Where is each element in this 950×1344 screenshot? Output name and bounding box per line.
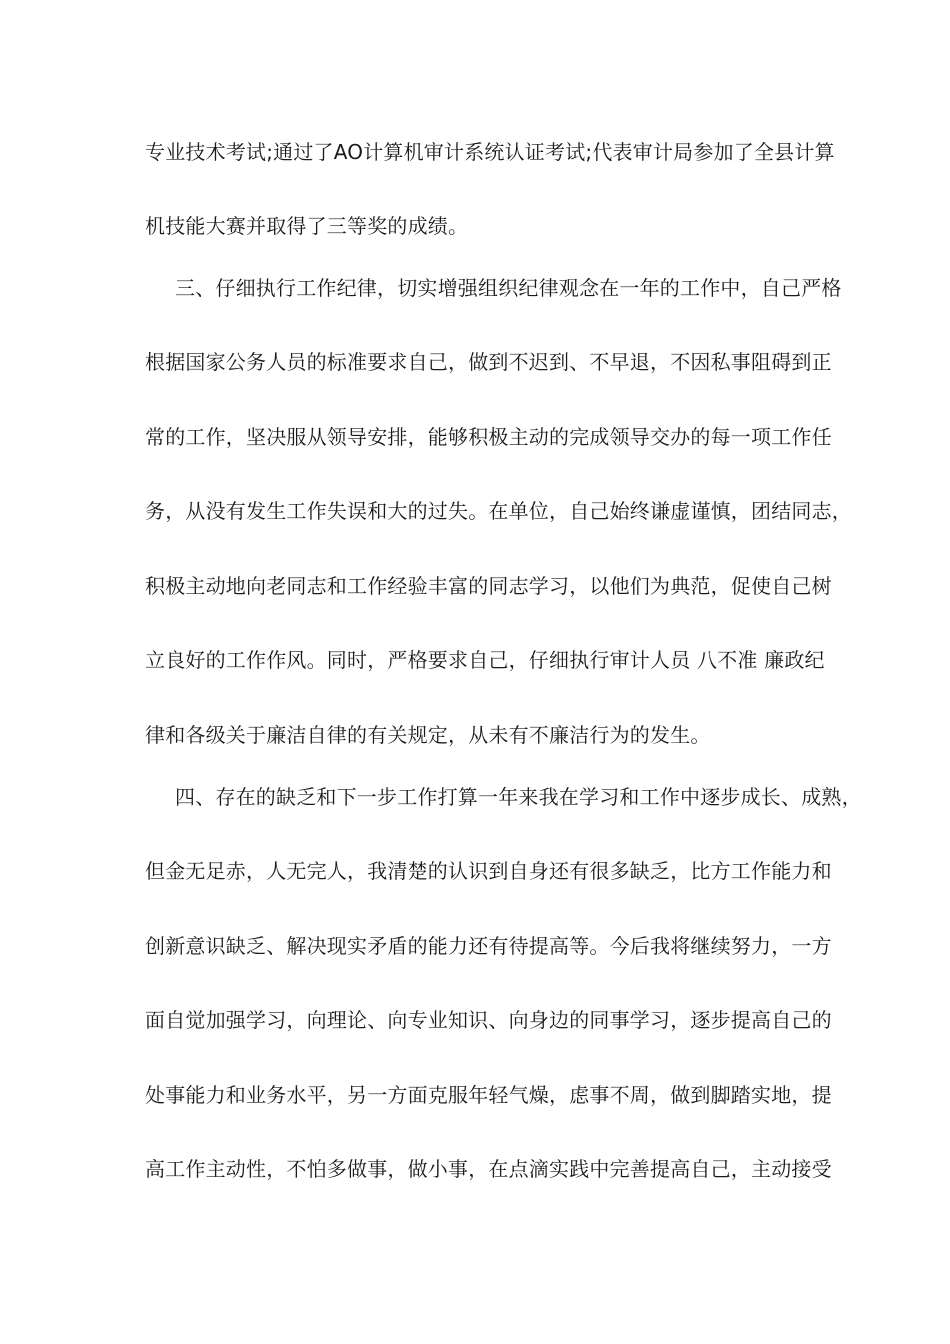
- text-line: 高工作主动性，不怕多做事，做小事，在点滴实践中完善提高自己，主动接受: [145, 1157, 832, 1181]
- section-heading-line: 三、仔细执行工作纪律，切实增强组织纪律观念在一年的工作中，自己严格: [175, 276, 842, 300]
- text-line: 常的工作，坚决服从领导安排，能够积极主动的完成领导交办的每一项工作任: [145, 425, 832, 449]
- text-line: 处事能力和业务水平，另一方面克服年轻气燥，虑事不周，做到脚踏实地，提: [145, 1083, 832, 1107]
- text-line: 面自觉加强学习，向理论、向专业知识、向身边的同事学习，逐步提高自己的: [145, 1008, 832, 1032]
- text-line: 创新意识缺乏、解决现实矛盾的能力还有待提高等。今后我将继续努力，一方: [145, 934, 832, 958]
- text-line: 务，从没有发生工作失误和大的过失。在单位，自己始终谦虚谨慎，团结同志，: [145, 499, 852, 523]
- text-line: 根据国家公务人员的标准要求自己，做到不迟到、不早退，不因私事阻碍到正: [145, 350, 832, 374]
- text-line: 律和各级关于廉洁自律的有关规定，从未有不廉洁行为的发生。: [145, 723, 711, 747]
- section-heading-line: 四、存在的缺乏和下一步工作打算一年来我在学习和工作中逐步成长、成熟，: [175, 785, 862, 809]
- text-line: 机技能大赛并取得了三等奖的成绩。: [145, 214, 469, 238]
- text-line: 积极主动地向老同志和工作经验丰富的同志学习，以他们为典范，促使自己树: [145, 574, 832, 598]
- text-line: 但金无足赤，人无完人，我清楚的认识到自身还有很多缺乏，比方工作能力和: [145, 859, 832, 883]
- text-line: 专业技术考试;通过了AO计算机审计系统认证考试;代表审计局参加了全县计算: [145, 140, 835, 164]
- text-line: 立良好的工作作风。同时，严格要求自己，仔细执行审计人员 八不准 廉政纪: [145, 648, 825, 672]
